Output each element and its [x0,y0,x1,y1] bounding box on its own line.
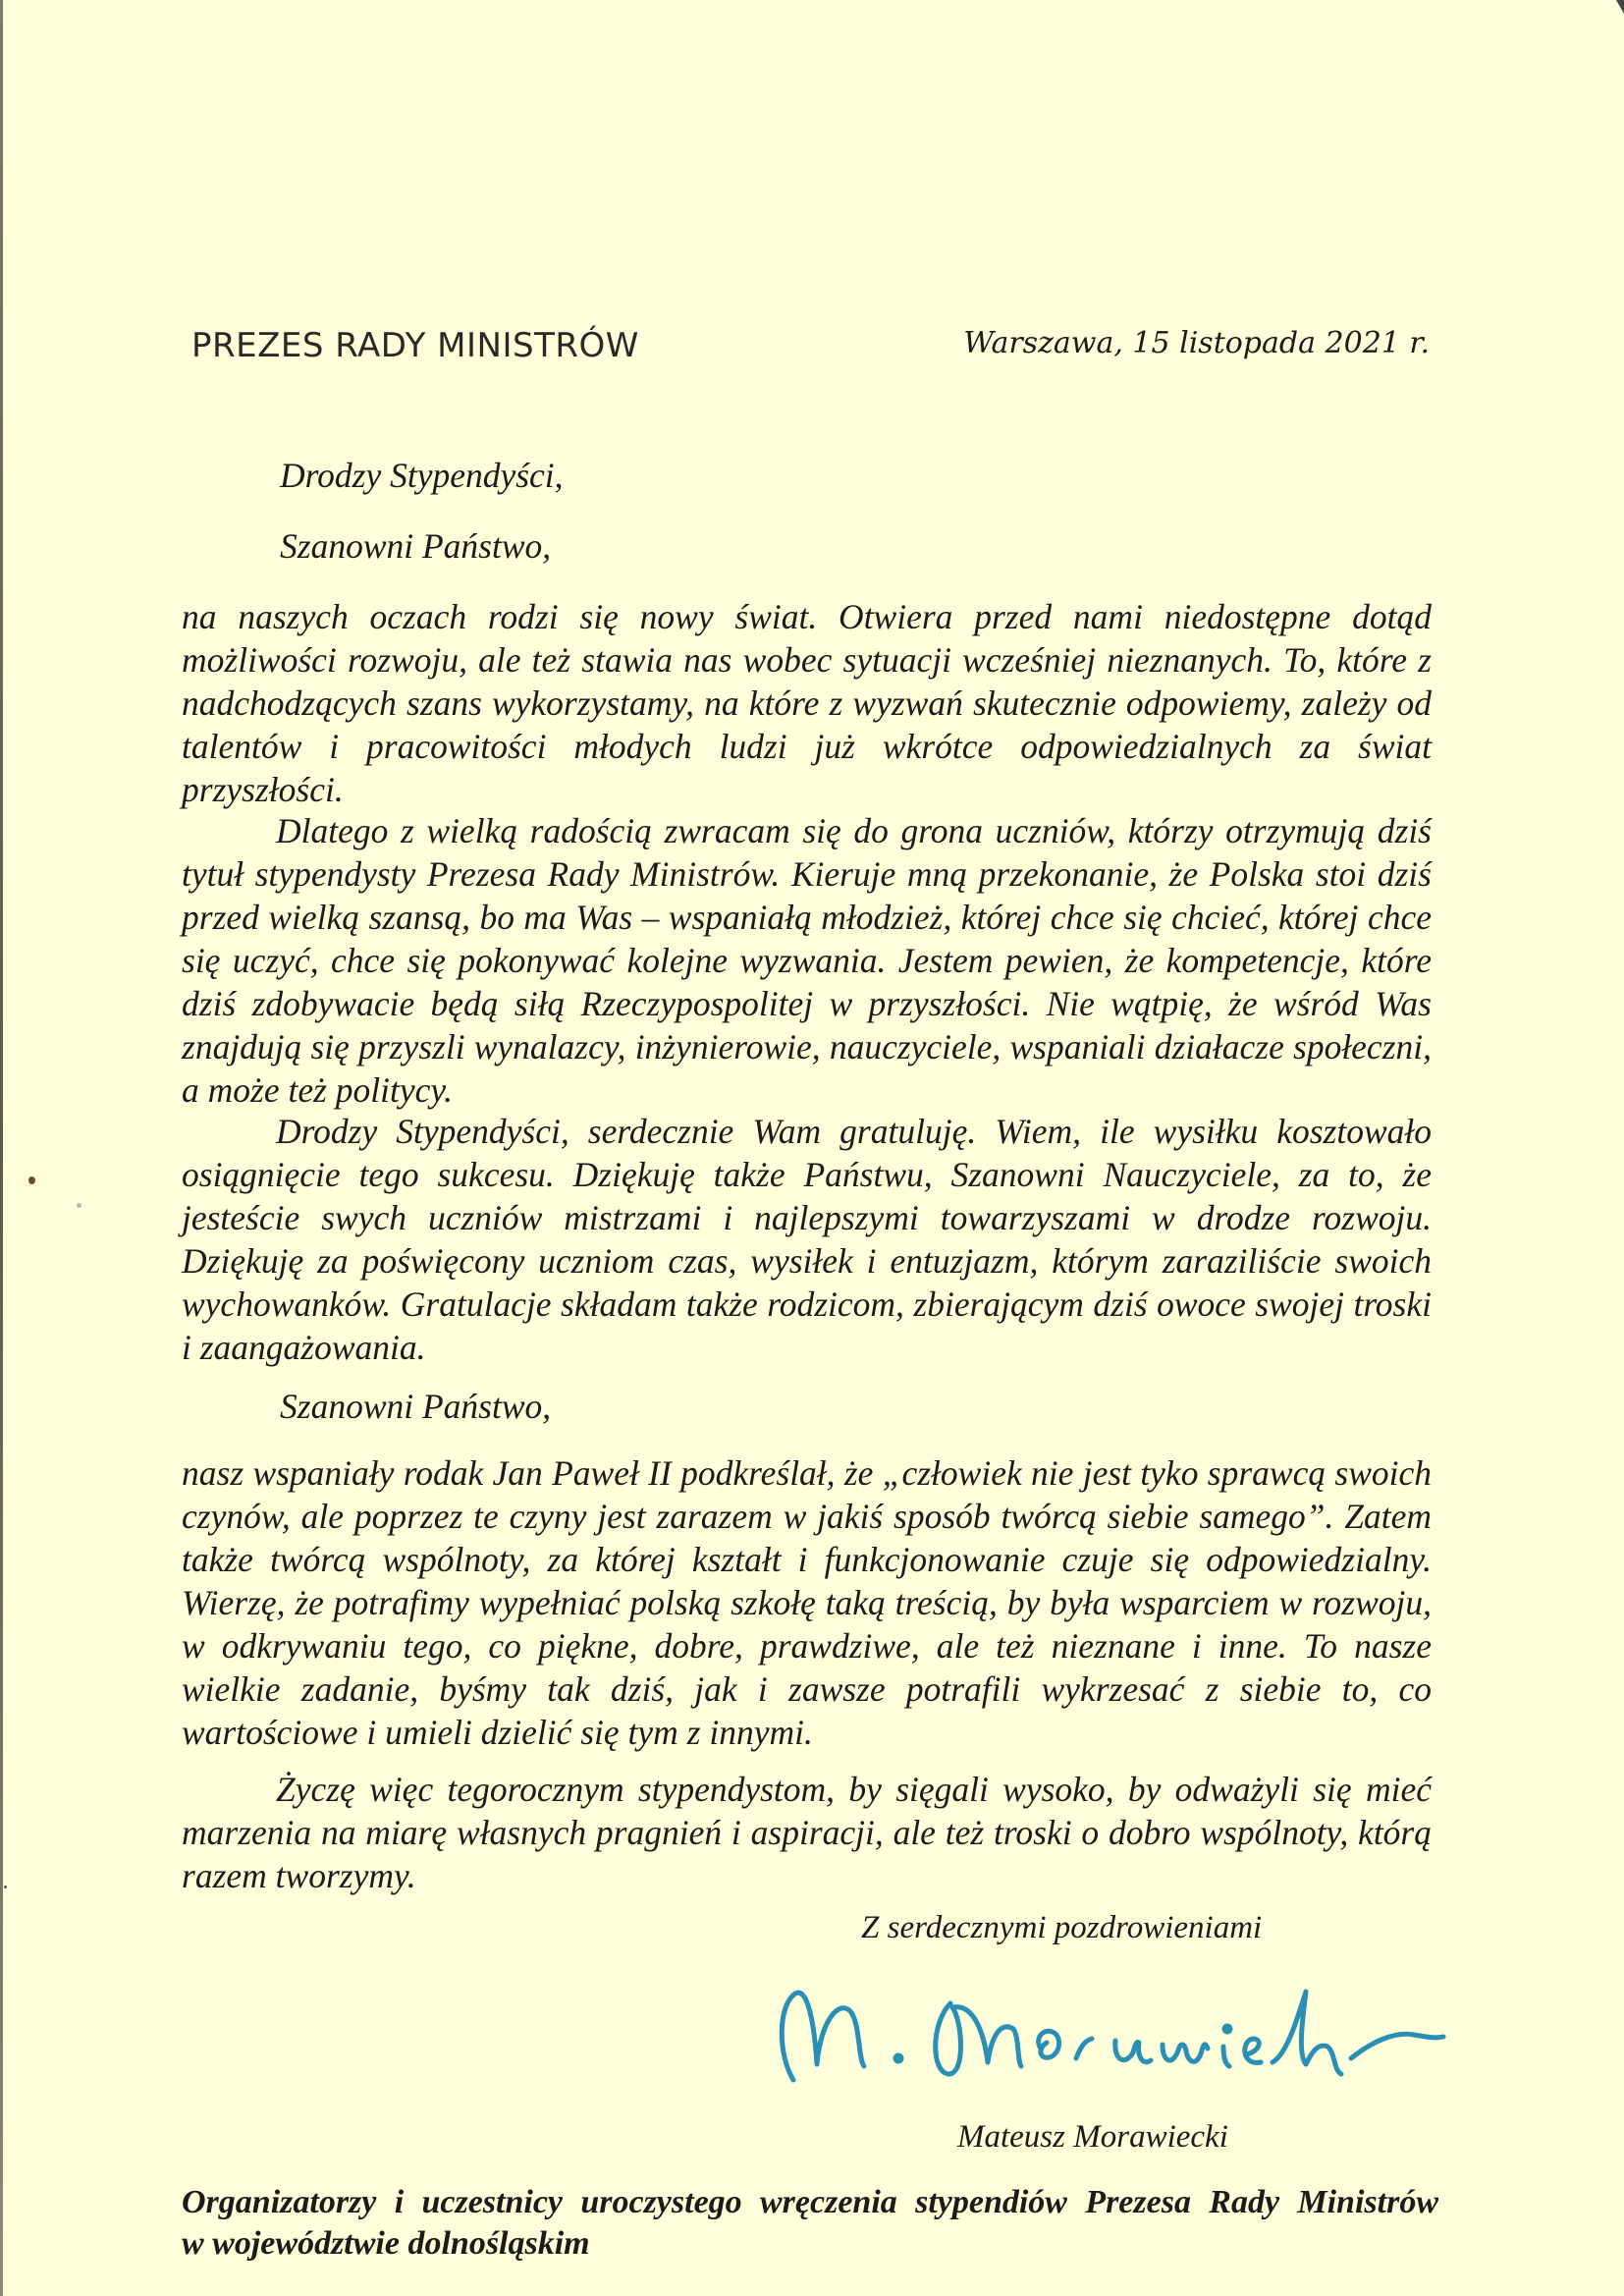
paragraph-4: nasz wspaniały rodak Jan Paweł II podkreślał, że „człowiek nie jest tyko sprawcą swoich czynów, ale poprzez te czyny jest zarazem w jakiś sposób twórcą siebie samego”. Zatem także twórcą wspólnoty, za której kształt i funkcjonowanie czuje się odpowiedzialny. Wierzę, że potrafimy wypełniać polską szkołę taką treścią, by była wsparciem w rozwoju, w odkrywaniu tego, co piękne, dobre, prawdziwe, ale też nieznane i inne. To nasze wielkie zadanie, byśmy tak dziś, jak i zawsze potrafili wykrzesać z siebie to, co wartościowe i umieli dzielić się tym z innymi. [182,1453,1432,1752]
paragraph-1: na naszych oczach rodzi się nowy świat. Otwiera przed nami niedostępne dotąd możliwości rozwoju, ale też stawia nas wobec sytuacji wcześniej nieznanych. To, które z nadchodzących szans wykorzystamy, na które z wyzwań skutecznie odpowiemy, zależy od talentów i pracowitości młodych ludzi już wkrótce odpowiedzialnych za świat przyszłości. [182,597,1432,809]
paper-speck [28,1176,35,1184]
signature-dot [895,2055,901,2061]
signer-name: Mateusz Morawiecki [957,2119,1228,2155]
closing-greeting: Z serdecznymi pozdrowieniami [861,1910,1263,1945]
scan-corner-mark [1616,0,1624,14]
paragraph-5: Życzę więc tegorocznym stypendystom, by sięgali wysoko, by odważyli się mieć marzenia na miarę własnych pragnień i aspiracji, ale też troski o dobro wspólnoty, którą razem tworzymy. [182,1770,1432,1895]
paper-speck [77,1203,81,1208]
signature-stroke-tail [1272,1992,1341,2074]
place-date: Warszawa, 15 listopada 2021 r. [963,326,1430,360]
paper-speck [4,1886,7,1888]
signature-stroke-capital [936,2003,1021,2074]
salutation-panstwo-2: Szanowni Państwo, [280,1387,552,1426]
signature-stroke-u [1115,2041,1151,2062]
signature-stroke-flourish [1351,2034,1443,2058]
scan-edge [0,0,3,2296]
signature-stroke-i [1223,2047,1229,2066]
signature-stroke-e [1245,2039,1261,2062]
letterhead: PREZES RADY MINISTRÓW [191,326,639,365]
signature-stroke-w [1163,2045,1208,2062]
recipient-line-1: Organizatorzy i uczestnicy uroczystego wręczenia stypendiów Prezesa Rady Ministrów [182,2184,1438,2220]
salutation-stypendysci: Drodzy Stypendyści, [280,456,564,495]
paragraph-3: Drodzy Stypendyści, serdecznie Wam gratuluję. Wiem, ile wysiłku kosztowało osiągnięcie tego sukcesu. Dziękuję także Państwu, Szanowni Nauczyciele, za to, że jesteście swych uczniów mistrzami i najlepszymi towarzyszami w drodze rozwoju. Dziękuję za poświęcony uczniom czas, wysiłek i entuzjazm, którym zaraziliście swoich wychowanków. Gratulacje składam także rodzicom, zbierającym dziś owoce swojej troski i zaangażowania. [182,1112,1432,1367]
handwritten-signature [756,1964,1463,2111]
signature-stroke-m [782,1993,864,2080]
paragraph-2: Dlatego z wielką radością zwracam się do grona uczniów, którzy otrzymują dziś tytuł stypendysty Prezesa Rady Ministrów. Kieruje mną przekonanie, że Polska stoi dziś przed wielką szansą, bo ma Was – wspaniałą młodzież, której chce się chcieć, której chce się uczyć, chce się pokonywać kolejne wyzwania. Jestem pewien, że kompetencje, które dziś zdobywacie będą siłą Rzeczypospolitej w przyszłości. Nie wątpię, że wśród Was znajdują się przyszli wynalazcy, inżynierowie, nauczyciele, wspaniali działacze społeczni, a może też politycy. [182,811,1432,1110]
signature-stroke-r [1076,2039,1092,2058]
recipient-block [182,2182,1438,2265]
recipient-line-2: w województwie dolnośląskim [182,2225,590,2262]
salutation-panstwo: Szanowni Państwo, [280,526,552,566]
signature-i-dot [1224,2026,1230,2032]
signature-stroke-o [1039,2031,1059,2057]
